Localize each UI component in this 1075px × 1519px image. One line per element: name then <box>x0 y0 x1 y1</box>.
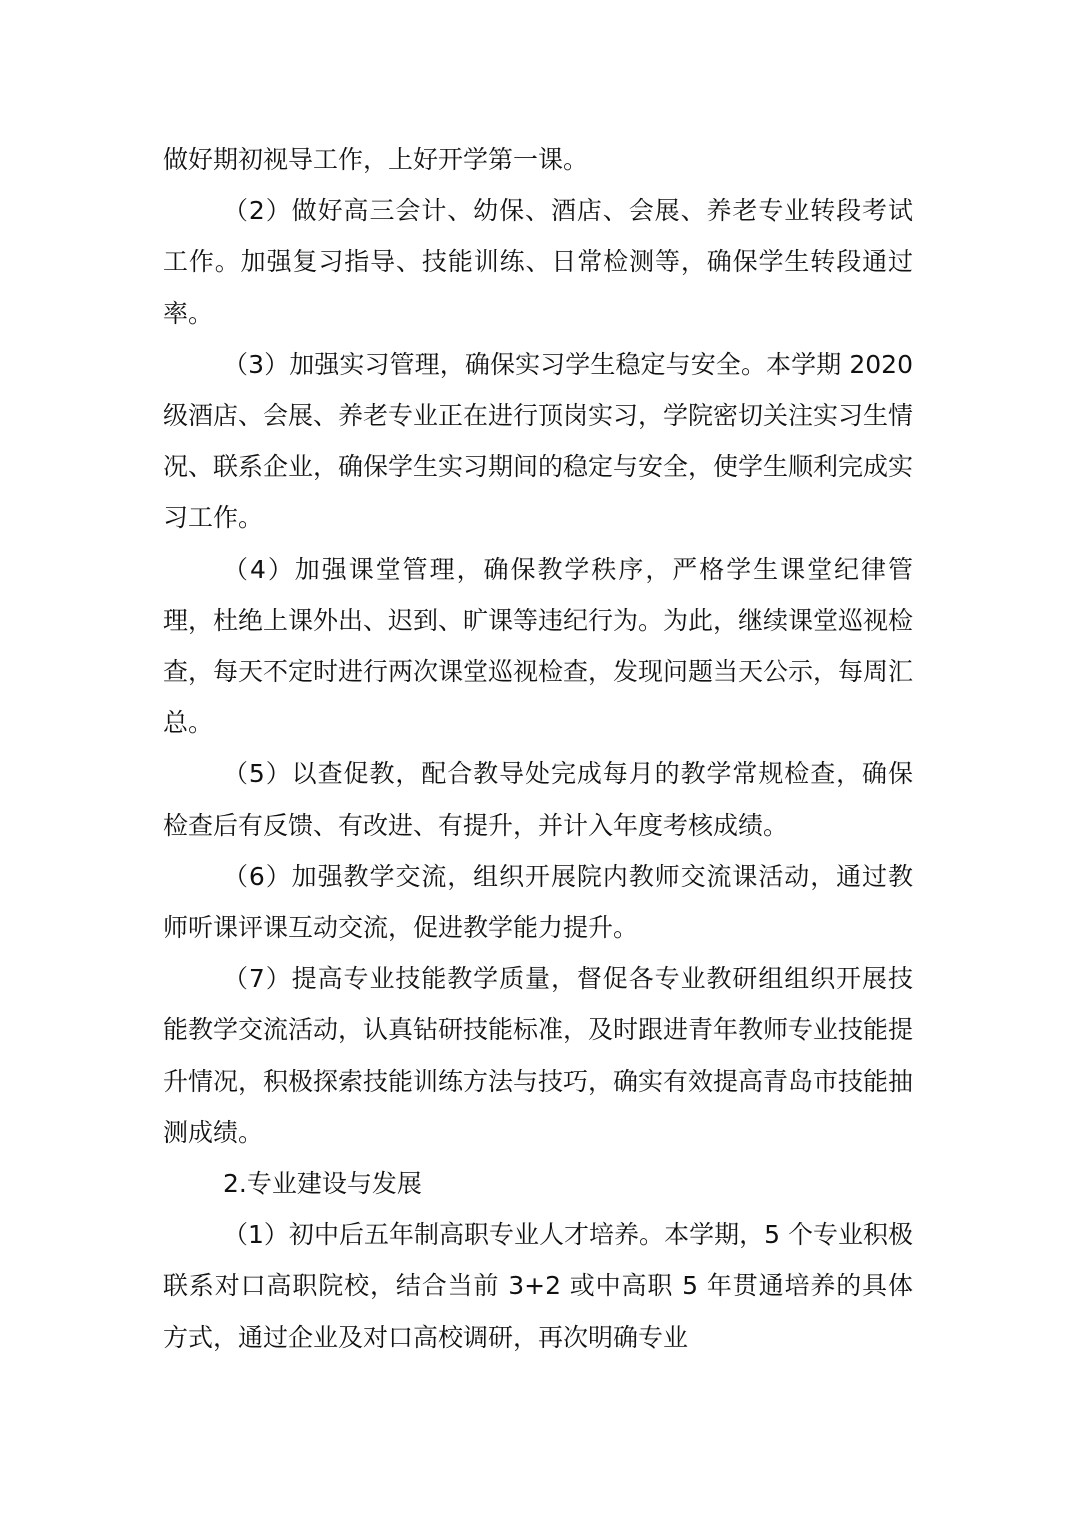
paragraph-item-5: （5）以查促教，配合教导处完成每月的教学常规检查，确保检查后有反馈、有改进、有提升，并计入年度考核成绩。 <box>163 759 913 840</box>
paragraph-item-4: （4）加强课堂管理，确保教学秩序，严格学生课堂纪律管理，杜绝上课外出、迟到、旷课等违纪行为。为此，继续课堂巡视检查，每天不定时进行两次课堂巡视检查，发现问题当天公示，每周汇总。 <box>163 554 914 738</box>
paragraph-item-7: （7）提高专业技能教学质量，督促各专业教研组组织开展技能教学交流活动，认真钻研技能标准，及时跟进青年教师专业技能提升情况，积极探索技能训练方法与技巧，确实有效提高青岛市技能抽测成绩。 <box>163 964 914 1147</box>
paragraph-item-3: （3）加强实习管理，确保实习学生稳定与安全。本学期 2020 级酒店、会展、养老专业正在进行顶岗实习，学院密切关注实习生情况、联系企业，确保学生实习期间的稳定与安全，使学生顺利完成实习工作。 <box>163 349 914 533</box>
paragraph-item-2: （2）做好高三会计、幼保、酒店、会展、养老专业转段考试工作。加强复习指导、技能训练、日常检测等，确保学生转段通过率。 <box>163 196 913 328</box>
paragraph-continuation: 做好期初视导工作，上好开学第一课。 <box>163 145 589 174</box>
section-heading: 2.专业建设与发展 <box>223 1169 422 1199</box>
paragraph-section2-item-1: （1）初中后五年制高职专业人才培养。本学期，5 个专业积极联系对口高职院校，结合当前 3+2 或中高职 5 年贯通培养的具体方式，通过企业及对口高校调研，再次明确专业 <box>163 1220 913 1352</box>
document-body <box>163 134 913 1363</box>
paragraph-item-6: （6）加强教学交流，组织开展院内教师交流课活动，通过教师听课评课互动交流，促进教学能力提升。 <box>163 861 913 943</box>
